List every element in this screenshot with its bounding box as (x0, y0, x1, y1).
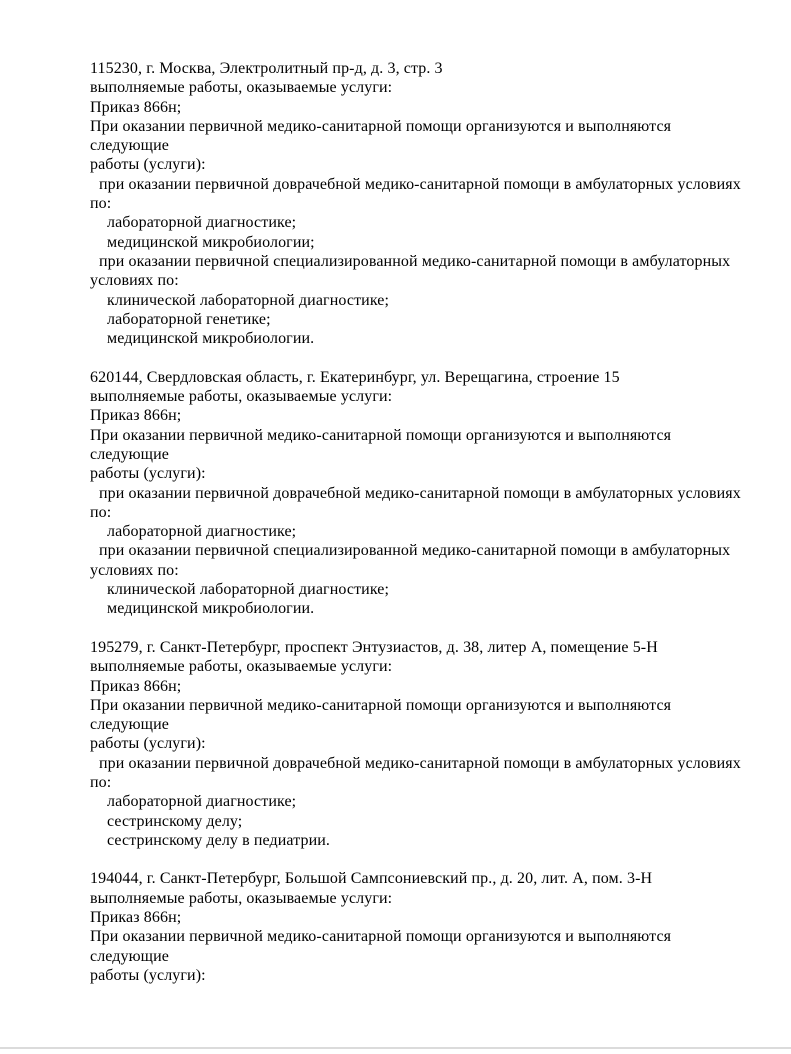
text-line: выполняемые работы, оказываемые услуги: (90, 388, 393, 406)
address-section (90, 638, 746, 850)
text-line: Приказ 866н; (90, 677, 182, 695)
text-line: при оказании первичной специализированной медико-санитарной помощи в амбулаторных (99, 252, 731, 270)
text-line: работы (услуги): (90, 735, 206, 753)
text-line: Приказ 866н; (90, 407, 182, 425)
text-line: медицинской микробиологии; (107, 233, 315, 251)
text-line: При оказании первичной медико-санитарной помощи организуются и выполняются следующие (90, 117, 676, 155)
sections-container (90, 59, 746, 985)
address-section (90, 368, 746, 619)
text-line: выполняемые работы, оказываемые услуги: (90, 658, 393, 676)
text-line: Приказ 866н; (90, 909, 182, 927)
address-section (90, 59, 746, 348)
text-line: условиях по: (90, 561, 179, 579)
text-line: лабораторной диагностике; (107, 793, 297, 811)
text-line: по: (90, 503, 112, 521)
bottom-divider (0, 1047, 791, 1049)
text-line: по: (90, 773, 112, 791)
text-line: работы (услуги): (90, 156, 206, 174)
text-line: При оказании первичной медико-санитарной помощи организуются и выполняются следующие (90, 696, 676, 734)
text-line: работы (услуги): (90, 465, 206, 483)
address-line: 195279, г. Санкт-Петербург, проспект Энтузиастов, д. 38, литер А, помещение 5-Н (90, 638, 658, 656)
text-line: сестринскому делу в педиатрии. (107, 831, 331, 849)
text-line: лабораторной диагностике; (107, 523, 297, 541)
address-section (90, 869, 746, 985)
address-line: 194044, г. Санкт-Петербург, Большой Сампсониевский пр., д. 20, лит. А, пом. 3-Н (90, 870, 653, 888)
text-line: лабораторной генетике; (107, 310, 271, 328)
text-line: клинической лабораторной диагностике; (107, 581, 390, 599)
text-line: клинической лабораторной диагностике; (107, 291, 390, 309)
address-line: 620144, Свердловская область, г. Екатеринбург, ул. Верещагина, строение 15 (90, 368, 620, 386)
text-line: Приказ 866н; (90, 98, 182, 116)
text-line: при оказании первичной доврачебной медико-санитарной помощи в амбулаторных условиях (99, 754, 741, 772)
license-works-document (90, 59, 746, 1005)
text-line: медицинской микробиологии. (107, 600, 315, 618)
text-line: по: (90, 195, 112, 213)
text-line: условиях по: (90, 272, 179, 290)
text-line: При оказании первичной медико-санитарной помощи организуются и выполняются следующие (90, 426, 676, 463)
text-line: лабораторной диагностике; (107, 214, 297, 232)
address-line: 115230, г. Москва, Электролитный пр-д, д. 3, стр. 3 (90, 60, 443, 77)
text-line: медицинской микробиологии. (107, 330, 315, 348)
text-line: выполняемые работы, оказываемые услуги: (90, 79, 393, 97)
text-line: при оказании первичной доврачебной медико-санитарной помощи в амбулаторных условиях (99, 175, 741, 193)
text-line: при оказании первичной доврачебной медико-санитарной помощи в амбулаторных условиях (99, 484, 741, 502)
text-line: сестринскому делу; (107, 812, 243, 830)
text-line: При оказании первичной медико-санитарной помощи организуются и выполняются следующие (90, 928, 676, 965)
text-line: при оказании первичной специализированной медико-санитарной помощи в амбулаторных (99, 542, 731, 560)
text-line: выполняемые работы, оказываемые услуги: (90, 889, 393, 907)
text-line: работы (услуги): (90, 966, 206, 984)
